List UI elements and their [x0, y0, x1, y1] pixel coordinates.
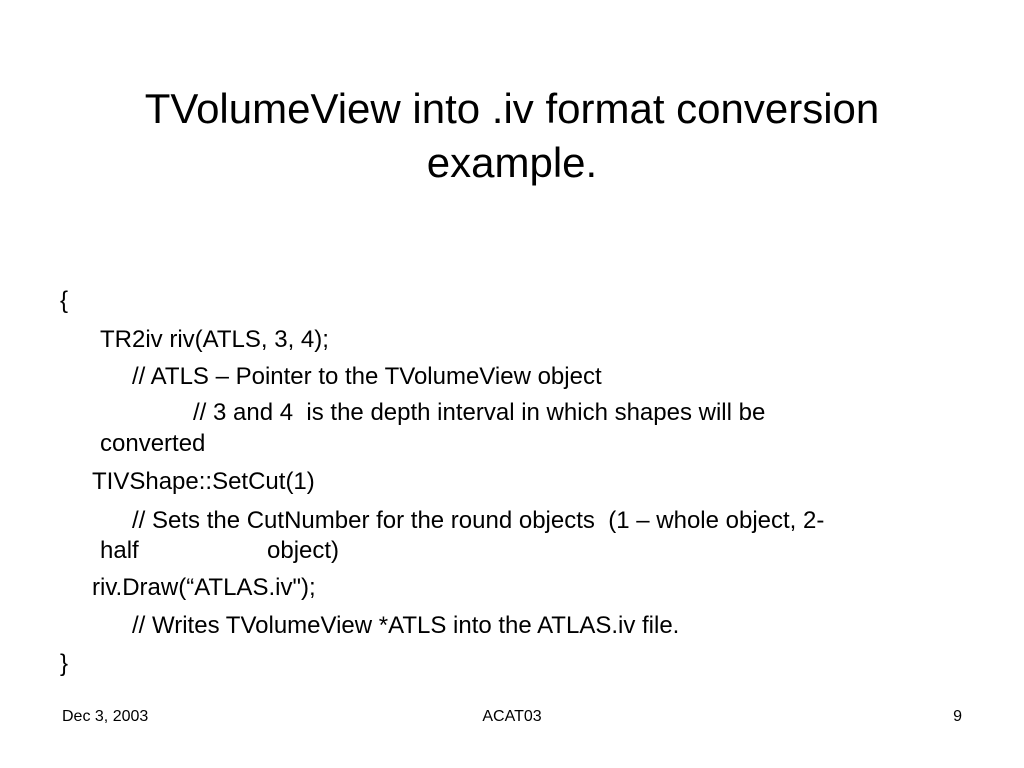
slide-title-line-2: example.: [426, 139, 598, 186]
code-comment-cut-line-1: // Sets the CutNumber for the round objects (1 – whole object, 2-: [132, 507, 825, 534]
code-comment-depth-line-2: converted: [100, 430, 206, 457]
code-close-brace: }: [60, 650, 69, 677]
code-line-setcut: TIVShape::SetCut(1): [92, 468, 315, 495]
code-line-draw: riv.Draw(“ATLAS.iv");: [92, 574, 316, 601]
code-comment-cut-object: object): [267, 537, 340, 564]
footer-date: Dec 3, 2003: [62, 708, 149, 725]
footer-page-number: 9: [953, 708, 962, 725]
footer-event: ACAT03: [482, 708, 542, 725]
slide-title-line-1: TVolumeView into .iv format conversion: [144, 85, 880, 132]
code-open-brace: {: [60, 287, 69, 314]
code-line-constructor: TR2iv riv(ATLS, 3, 4);: [100, 326, 329, 353]
code-comment-atls: // ATLS – Pointer to the TVolumeView object: [132, 363, 602, 390]
code-comment-writes: // Writes TVolumeView *ATLS into the ATLAS.iv file.: [132, 612, 680, 639]
code-comment-depth-line-1: // 3 and 4 is the depth interval in which shapes will be: [193, 399, 766, 426]
code-comment-cut-half: half: [100, 537, 139, 564]
